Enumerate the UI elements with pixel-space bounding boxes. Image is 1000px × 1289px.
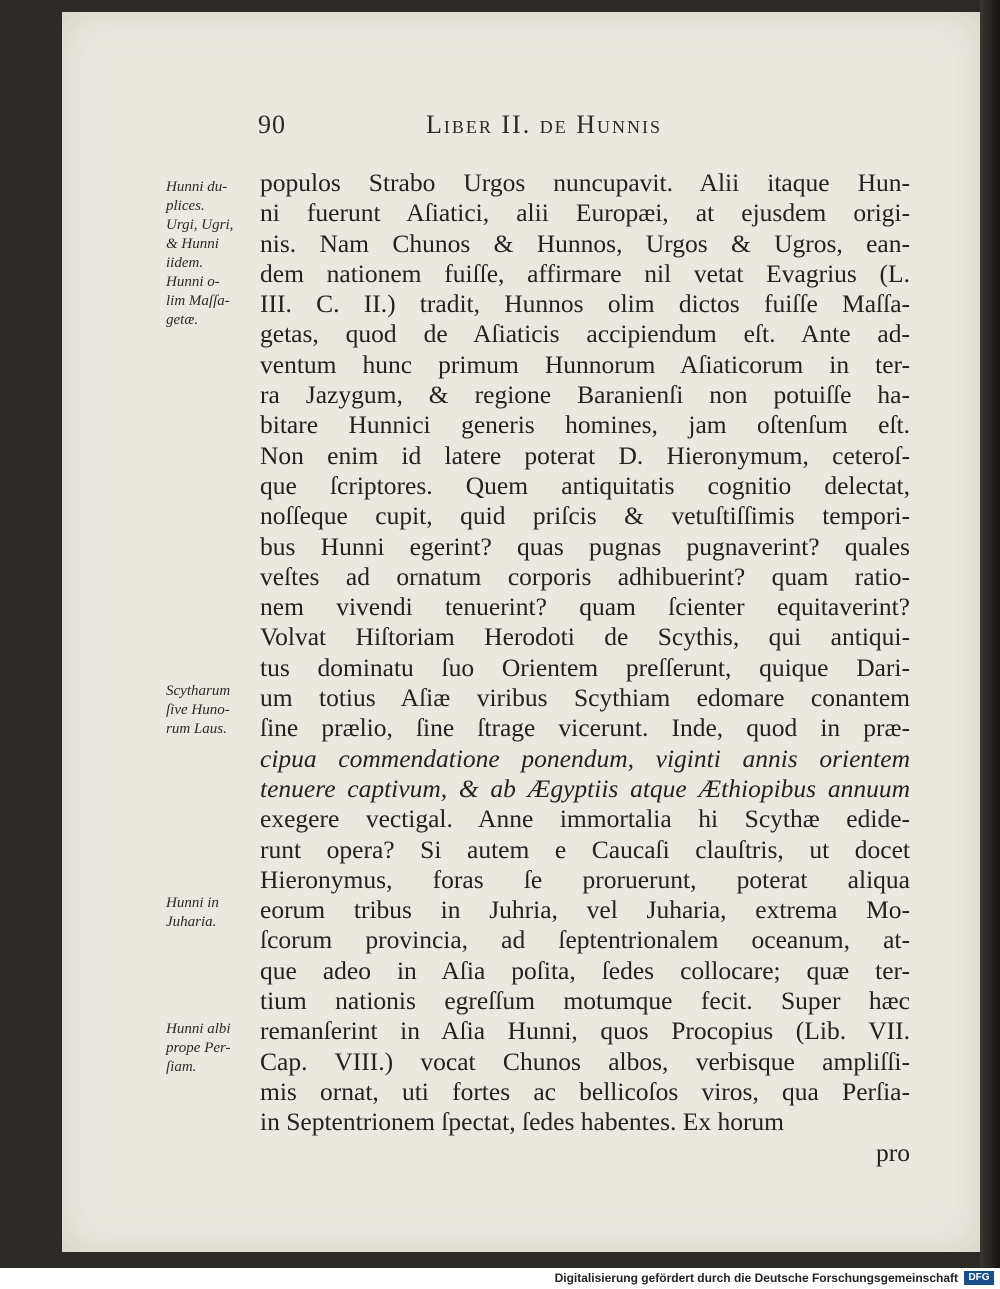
margin-note-line: prope Per- (166, 1040, 231, 1056)
text-line: tus dominatu ſuo Orientem preſſerunt, quique Dari- (260, 652, 910, 682)
margin-note-line: & Hunni (166, 236, 219, 252)
text-line: ſcorum provincia, ad ſeptentrionalem oceanum, at- (260, 925, 910, 955)
text-line: remanſerint in Aſia Hunni, quos Procopius (Lib. VII. (260, 1016, 910, 1046)
text-line: exegere vectigal. Anne immortalia hi Scythæ edide- (260, 804, 910, 834)
footer-bar (0, 1268, 1000, 1289)
margin-note-hunni-albi (166, 1020, 262, 1077)
margin-note-line: ſive Huno- (166, 702, 230, 718)
text-line: Hieronymus, foras ſe proruerunt, poterat aliqua (260, 864, 910, 894)
text-line: tenuere captivum, & ab Ægyptiis atque Æthiopibus annuum (260, 773, 910, 803)
body-text (260, 168, 910, 1168)
text-line: nem vivendi tenuerint? quam ſcienter equitaverint? (260, 592, 910, 622)
margin-note-line: Scytharum (166, 683, 231, 699)
page-number: 90 (258, 110, 286, 139)
text-line: bitare Hunnici generis homines, jam oſtenſum eſt. (260, 410, 910, 440)
margin-note-hunni-duplices (166, 178, 262, 330)
text-line: cipua commendatione ponendum, viginti annis orientem (260, 743, 910, 773)
text-line: que ſcriptores. Quem antiquitatis cognitio delectat, (260, 470, 910, 500)
text-line: tium nationis egreſſum motumque fecit. Super hæc (260, 986, 910, 1016)
text-line: ſine prælio, ſine ſtrage vicerunt. Inde, quod in præ- (260, 713, 910, 743)
text-line: mis ornat, uti fortes ac bellicoſos viros, qua Perſia- (260, 1076, 910, 1106)
margin-note-line: getæ. (166, 312, 199, 328)
margin-note-line: Hunni o- (166, 274, 220, 290)
dfg-logo-icon: DFG (964, 1271, 994, 1285)
text-line: Volvat Hiſtoriam Herodoti de Scythis, qui antiqui- (260, 622, 910, 652)
catchword: pro (876, 1137, 910, 1167)
text-line: nis. Nam Chunos & Hunnos, Urgos & Ugros, ean- (260, 228, 910, 258)
margin-note-line: Juharia. (166, 914, 217, 930)
margin-note-line: rum Laus. (166, 721, 227, 737)
text-line: ra Jazygum, & regione Baranienſi non potuiſſe ha- (260, 380, 910, 410)
margin-note-line: ſiam. (166, 1059, 197, 1075)
text-line: eorum tribus in Juhria, vel Juharia, extrema Mo- (260, 895, 910, 925)
text-line: III. C. II.) tradit, Hunnos olim dictos fuiſſe Maſſa- (260, 289, 910, 319)
text-line: noſſeque cupit, quid priſcis & vetuſtiſſimis tempori- (260, 501, 910, 531)
funding-credit: Digitalisierung gefördert durch die Deutsche Forschungsgemeinschaft (554, 1271, 958, 1285)
text-line: ventum hunc primum Hunnorum Aſiaticorum in ter- (260, 349, 910, 379)
text-line: populos Strabo Urgos nuncupavit. Alii itaque Hun- (260, 168, 910, 197)
text-line: um totius Aſiæ viribus Scythiam edomare conantem (260, 683, 910, 713)
margin-note-line: plices. (166, 198, 205, 214)
running-head: Liber II. de Hunnis (426, 110, 662, 139)
text-line: que adeo in Aſia poſita, ſedes collocare; quæ ter- (260, 955, 910, 985)
margin-note-line: Hunni du- (166, 179, 228, 195)
text-line: in Septentrionem ſpectat, ſedes habentes. Ex horum (260, 1107, 785, 1137)
text-line: Non enim id latere poterat D. Hieronymum, ceteroſ- (260, 440, 910, 470)
text-line: dem nationem fuiſſe, affirmare nil vetat Evagrius (L. (260, 258, 910, 288)
text-line: Cap. VIII.) vocat Chunos albos, verbisque ampliſſi- (260, 1046, 910, 1076)
text-line: runt opera? Si autem e Caucaſi clauſtris, ut docet (260, 834, 910, 864)
page-header (258, 110, 768, 142)
text-line: getas, quod de Aſiaticis accipiendum eſt. Ante ad- (260, 319, 910, 349)
text-line: ni fuerunt Aſiatici, alii Europæi, at ejusdem origi- (260, 198, 910, 228)
margin-note-line: Urgi, Ugri, (166, 217, 234, 233)
margin-note-line: Hunni in (166, 895, 219, 911)
margin-note-scytharum-laus (166, 682, 262, 739)
margin-note-line: iidem. (166, 255, 204, 271)
text-line: veſtes ad ornatum corporis adhibuerint? quam ratio- (260, 561, 910, 591)
book-edge (980, 0, 1000, 1268)
text-line: bus Hunni egerint? quas pugnas pugnaverint? quales (260, 531, 910, 561)
margin-note-line: Hunni albi (166, 1021, 231, 1037)
margin-note-hunni-in-juharia (166, 894, 262, 932)
margin-note-line: lim Maſſa- (166, 293, 230, 309)
